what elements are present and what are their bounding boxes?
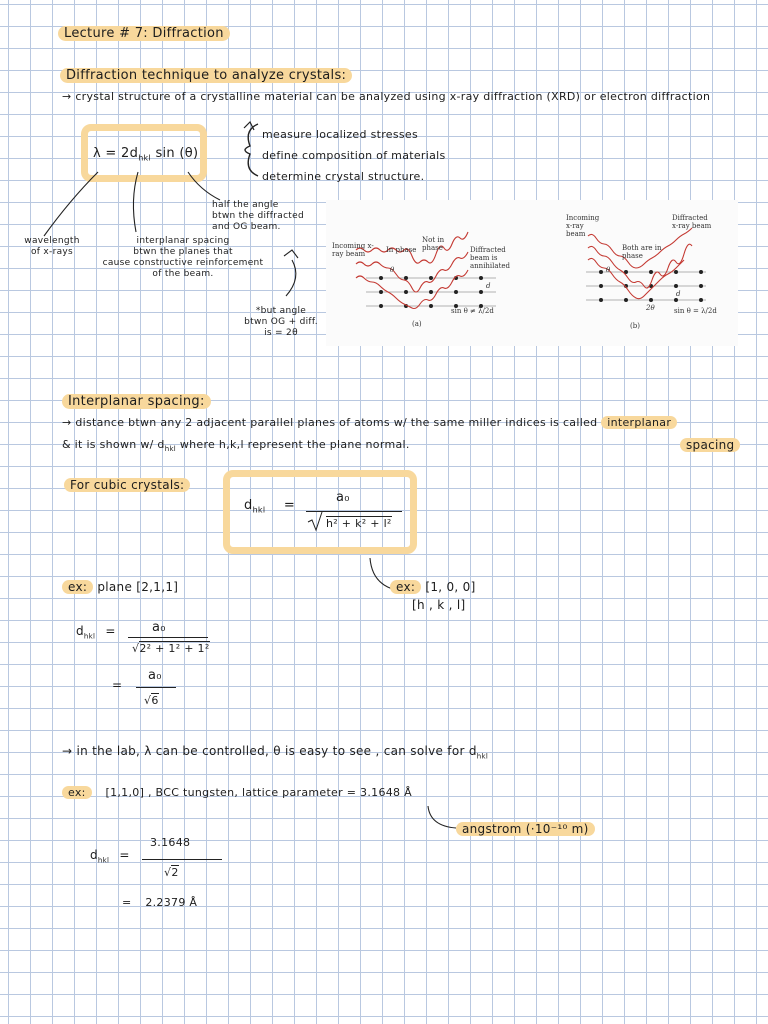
fig-a-not-in-phase: Not in phase bbox=[422, 236, 445, 252]
fig-b-equation: sin θ = λ/2d bbox=[674, 307, 717, 315]
ex1-lhs: $d_{hkl}$ = bbox=[76, 624, 116, 641]
title-highlight: Lecture # 7: Diffraction bbox=[58, 26, 230, 41]
bragg-formula: $\lambda = 2d_{hkl}$ sin (θ) bbox=[93, 146, 199, 163]
ex1-denominator2: √6 bbox=[144, 694, 159, 707]
cubic-formula-lhs: $d_{hkl}$ = bbox=[244, 498, 296, 515]
fig-a-annihilated: Diffracted beam is annihilated bbox=[470, 246, 511, 270]
use-item-composition: define composition of materials bbox=[262, 149, 446, 162]
wavelength-note: wavelength of x-rays bbox=[24, 236, 80, 257]
tungsten-numerator: 3.1648 bbox=[150, 836, 191, 849]
interplanar-notation-line: & it is shown w/ $d_{hkl}$ where h,k,l represent the plane normal. bbox=[62, 438, 410, 454]
fig-b-caption: (b) bbox=[630, 322, 640, 330]
interplanar-definition-line: → distance btwn any 2 adjacent parallel planes of atoms w/ the same miller indices is called interplanar bbox=[62, 416, 677, 429]
fig-b-diffracted-label: Diffracted x-ray beam bbox=[672, 214, 712, 230]
fig-b-two-theta: 2θ bbox=[646, 304, 655, 312]
section-heading-diffraction: Diffraction technique to analyze crystals: bbox=[60, 68, 352, 83]
diffraction-text-line: → crystal structure of a crystalline material can be analyzed using x-ray diffraction (XRD) or electron diffraction bbox=[62, 90, 711, 103]
tungsten-fraction-line bbox=[142, 859, 222, 860]
section-heading-interplanar: Interplanar spacing: bbox=[62, 394, 211, 409]
ex1-numerator: a₀ bbox=[152, 620, 166, 635]
fig-b-both-in-phase: Both are in phase bbox=[622, 244, 662, 260]
interplanar-spacing-note: interplanar spacing btwn the planes that cause constructive reinforcement of the beam. bbox=[102, 236, 264, 279]
angle-note: *but angle btwn OG + diff. is = 2θ bbox=[244, 306, 318, 338]
ex1-fraction-line bbox=[128, 637, 208, 638]
lab-note-line: → in the lab, λ can be controlled, θ is easy to see , can solve for $d_{hkl}$ bbox=[62, 744, 489, 761]
use-item-stresses: measure localized stresses bbox=[262, 128, 419, 141]
tungsten-denominator: √2 bbox=[164, 866, 179, 879]
angstrom-note: angstrom (·10⁻¹⁰ m) bbox=[456, 822, 595, 836]
sqrt-icon bbox=[306, 512, 326, 532]
tungsten-example-line: ex: [1,1,0] , BCC tungsten, lattice parameter = 3.1648 Å bbox=[62, 786, 412, 799]
ex1-numerator2: a₀ bbox=[148, 668, 162, 683]
fig-a-incoming-label: Incoming x-ray beam bbox=[332, 242, 374, 258]
ex1-line: ex: plane [2,1,1] bbox=[62, 580, 178, 594]
diffraction-figure bbox=[326, 200, 738, 346]
fig-a-in-phase: In phase bbox=[386, 246, 417, 254]
page-title bbox=[58, 26, 230, 41]
use-item-structure: determine crystal structure. bbox=[262, 170, 425, 183]
ex2-line: ex: [1, 0, 0] bbox=[390, 580, 476, 594]
cubic-crystals-label: For cubic crystals: bbox=[64, 478, 190, 492]
fig-b-d-label: d bbox=[676, 290, 681, 298]
ex1-eq2: = bbox=[112, 678, 123, 692]
ex1-fraction-line2 bbox=[136, 687, 176, 688]
fig-a-caption: (a) bbox=[412, 320, 422, 328]
fig-a-theta: θ bbox=[390, 266, 395, 274]
fig-b-theta: θ bbox=[606, 266, 611, 274]
spacing-highlight: spacing bbox=[680, 438, 740, 452]
ex1-denominator: √2² + 1² + 1² bbox=[132, 642, 210, 655]
fig-a-equation: sin θ ≠ λ/2d bbox=[451, 307, 494, 315]
tungsten-result: = 2.2379 Å bbox=[122, 896, 198, 909]
tungsten-lhs: $d_{hkl}$ = bbox=[90, 848, 130, 865]
ex2-hkl: [h , k , l] bbox=[412, 598, 466, 612]
fig-a-d-label: d bbox=[486, 282, 491, 290]
fig-b-incoming-label: Incoming x-ray beam bbox=[566, 214, 600, 238]
half-angle-note: half the angle btwn the diffracted and OG beam. bbox=[212, 200, 304, 232]
cubic-formula-numerator: a₀ bbox=[336, 490, 350, 505]
cubic-formula-denominator: h² + k² + l² bbox=[326, 517, 392, 530]
